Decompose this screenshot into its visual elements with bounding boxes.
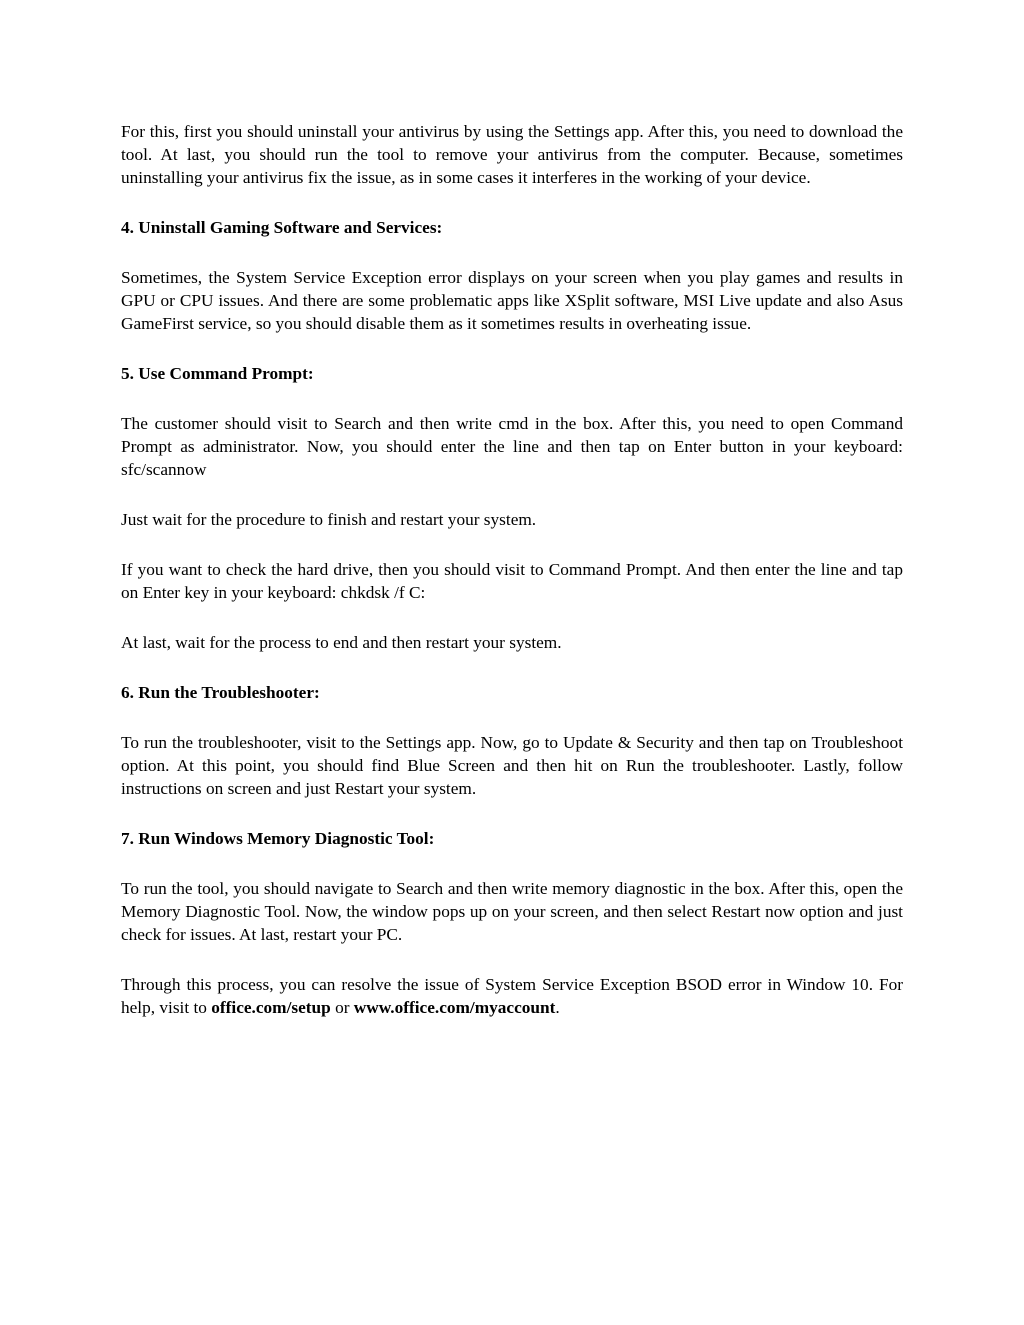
section-5-heading: 5. Use Command Prompt: (121, 364, 314, 383)
section-6-heading: 6. Run the Troubleshooter: (121, 683, 320, 702)
closing-text-after: . (555, 998, 560, 1017)
closing-text-before: Through this process, you can resolve the issue of System Service Exception BSOD error in Window 10. For help, visit to (121, 975, 903, 1017)
section-6-paragraph: To run the troubleshooter, visit to the Settings app. Now, go to Update & Security and then tap on Troubleshoot option. At this point, you should find Blue Screen and then hit on Run the troubleshooter. Lastly, follow instructions on screen and just Restart your system. (121, 733, 903, 798)
office-myaccount-link[interactable]: www.office.com/myaccount (353, 998, 556, 1017)
section-5-paragraph-4: At last, wait for the process to end and then restart your system. (121, 633, 562, 652)
section-4-heading: 4. Uninstall Gaming Software and Services: (121, 218, 443, 237)
closing-text-middle: or (330, 998, 354, 1017)
section-4-paragraph: Sometimes, the System Service Exception error displays on your screen when you play games and results in GPU or CPU issues. And there are some problematic apps like XSplit software, MSI Live update and also Asus GameFirst service, so you should disable them as it sometimes results in overheating issue. (121, 268, 903, 333)
section-7-paragraph: To run the tool, you should navigate to Search and then write memory diagnostic in the box. After this, open the Memory Diagnostic Tool. Now, the window pops up on your screen, and then select Restart now option and just check for issues. At last, restart your PC. (121, 879, 903, 944)
office-setup-link[interactable]: office.com/setup (211, 998, 331, 1017)
closing-paragraph (121, 973, 903, 1019)
section-5-paragraph-1: The customer should visit to Search and then write cmd in the box. After this, you need to open Command Prompt as administrator. Now, you should enter the line and then tap on Enter button in your keyboard: sfc/scannow (121, 414, 903, 479)
section-5-paragraph-3: If you want to check the hard drive, then you should visit to Command Prompt. And then enter the line and tap on Enter key in your keyboard: chkdsk /f C: (121, 560, 903, 602)
document-page (121, 120, 903, 1046)
section-7-heading: 7. Run Windows Memory Diagnostic Tool: (121, 829, 435, 848)
intro-paragraph: For this, first you should uninstall your antivirus by using the Settings app. After this, you need to download the tool. At last, you should run the tool to remove your antivirus from the computer. Because, sometimes uninstalling your antivirus fix the issue, as in some cases it interferes in the working of your device. (121, 122, 903, 187)
section-5-paragraph-2: Just wait for the procedure to finish and restart your system. (121, 510, 537, 529)
